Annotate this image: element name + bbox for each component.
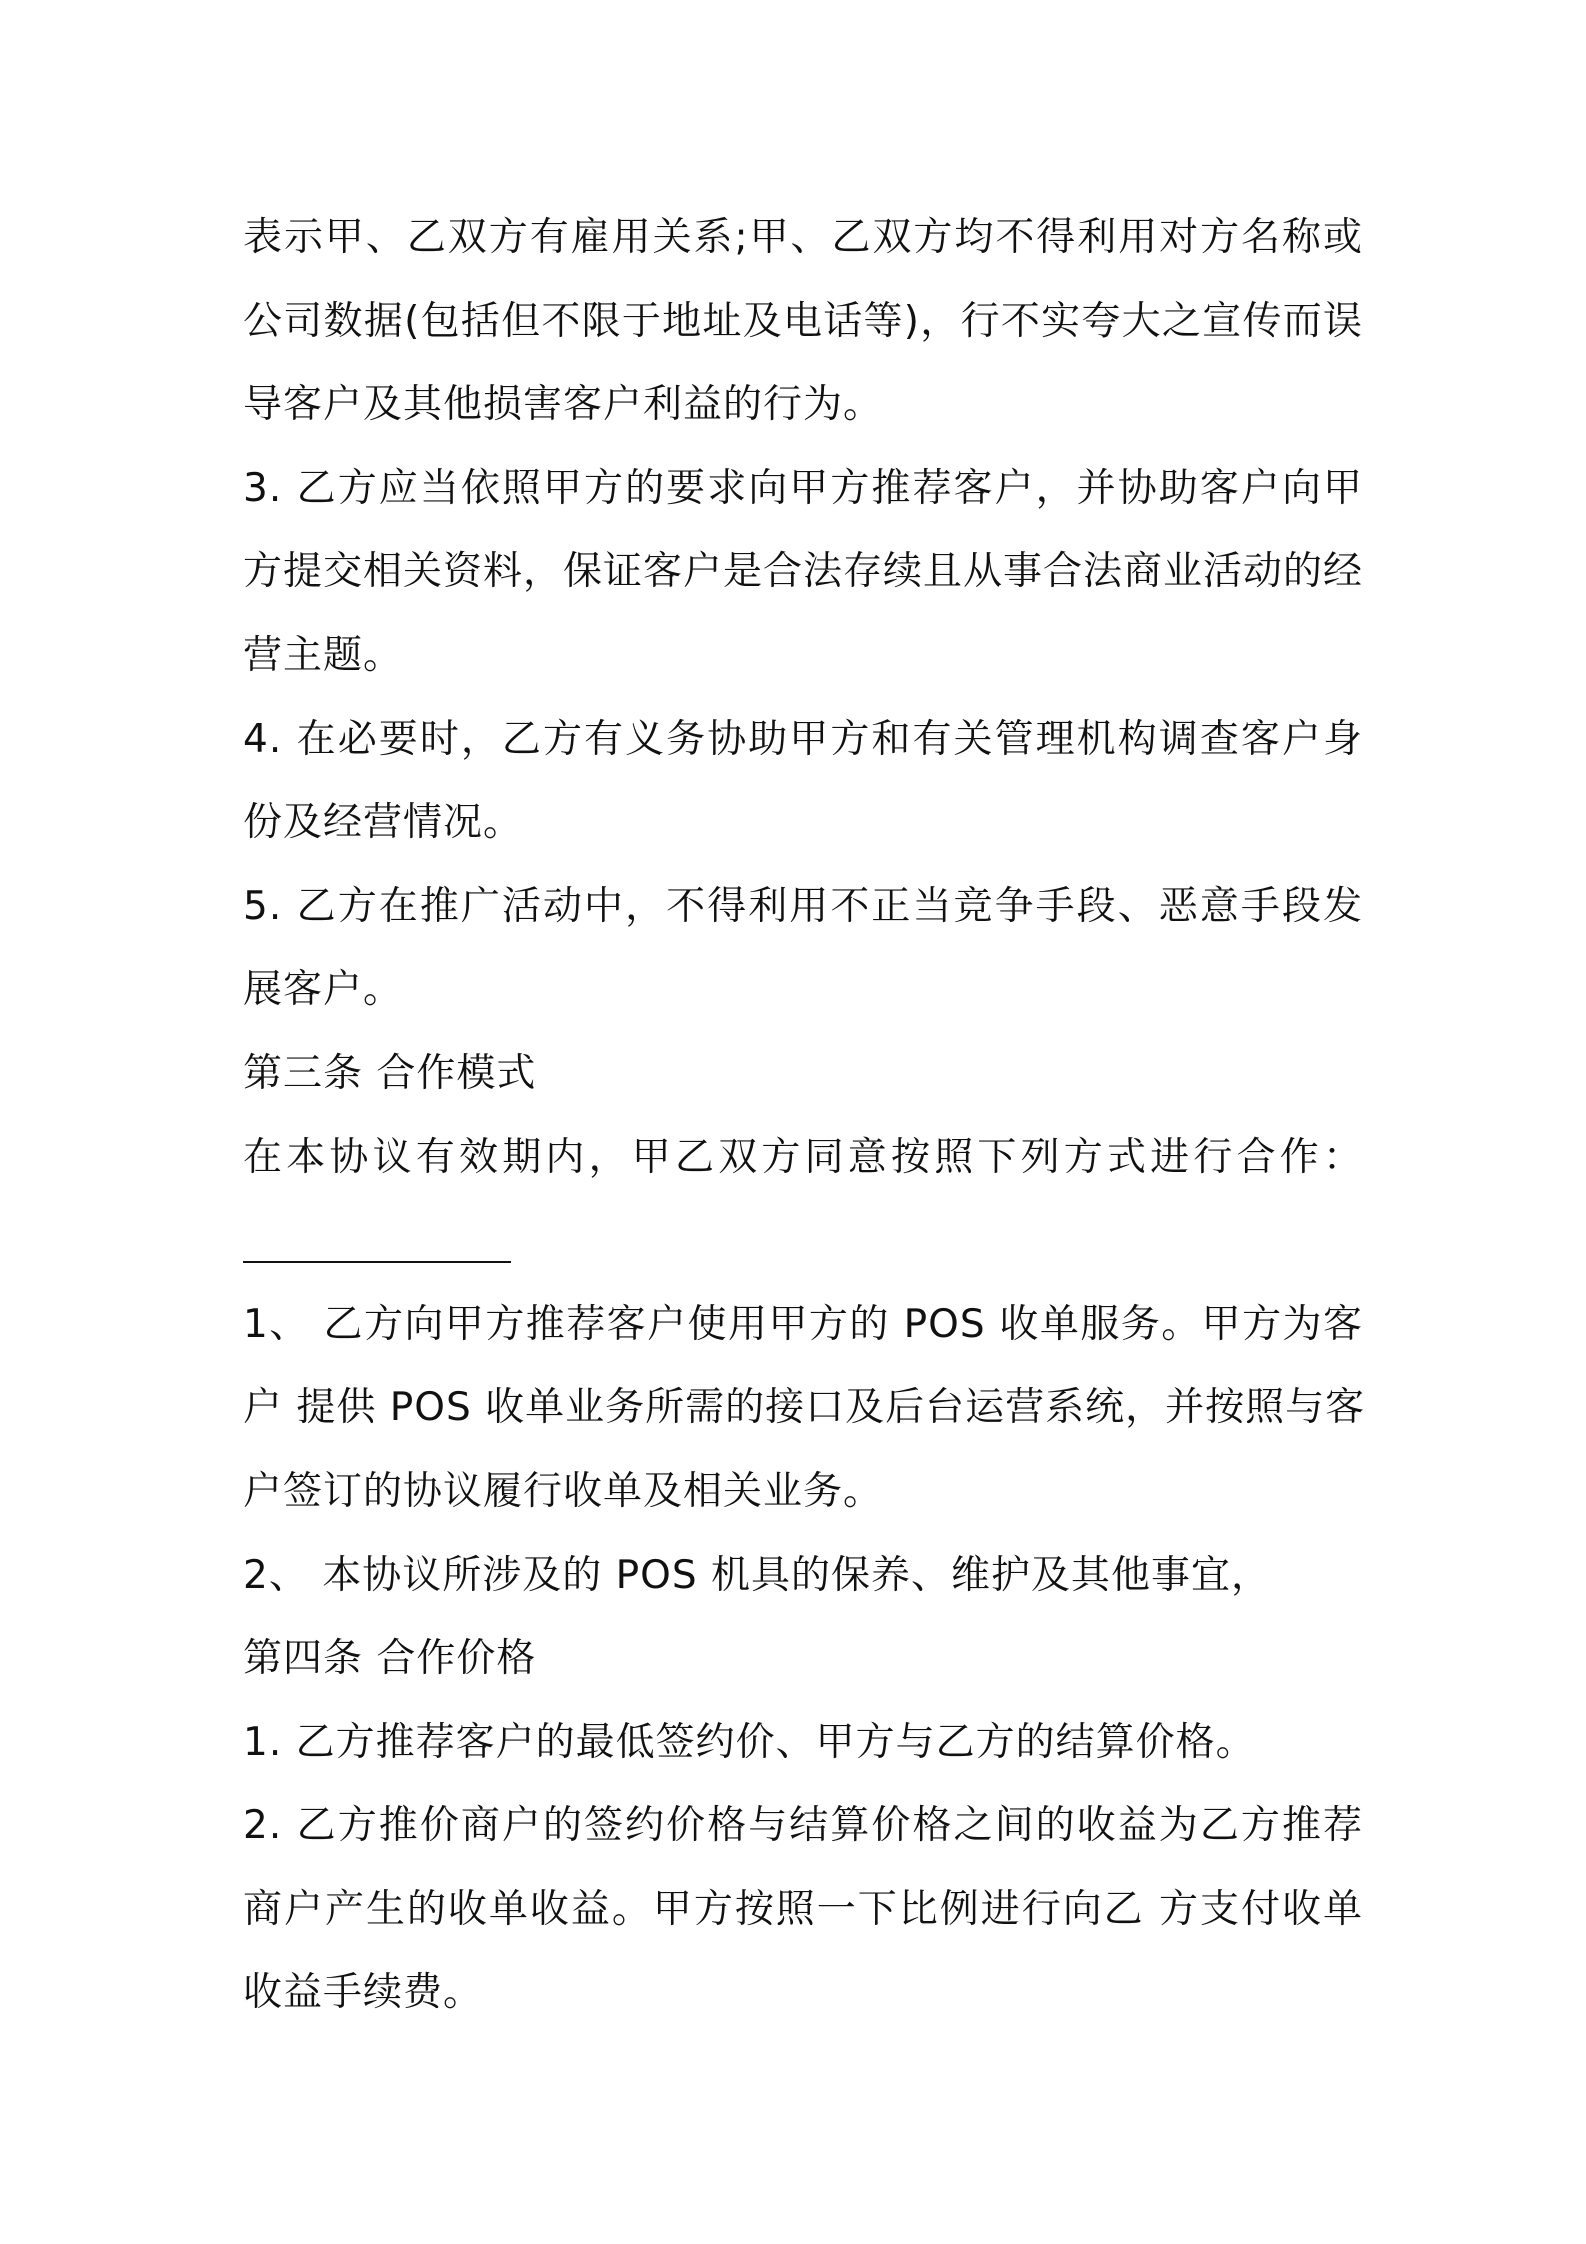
price-1-line: 1. 乙方推荐客户的最低签约价、甲方与乙方的结算价格。 bbox=[243, 1719, 1256, 1765]
text-line: 商户产生的收单收益。甲方按照一下比例进行向乙 方支付收单 bbox=[243, 1886, 1363, 1932]
text-line: 户签订的协议履行收单及相关业务。 bbox=[243, 1468, 884, 1514]
text-line: 在本协议有效期内，甲乙双方同意按照下列方式进行合作： bbox=[243, 1134, 1363, 1180]
text-line: 导客户及其他损害客户利益的行为。 bbox=[243, 382, 884, 428]
document-body bbox=[243, 196, 1366, 2035]
clause-4-line: 4. 在必要时，乙方有义务协助甲方和有关管理机构调查客户身 bbox=[243, 716, 1363, 762]
text-line: 份及经营情况。 bbox=[243, 800, 524, 846]
text-line: 方提交相关资料，保证客户是合法存续且从事合法商业活动的经 bbox=[243, 549, 1364, 595]
text-line: 户 提供 POS 收单业务所需的接口及后台运营系统，并按照与客 bbox=[243, 1385, 1366, 1431]
clause-5-line: 5. 乙方在推广活动中，不得利用不正当竞争手段、恶意手段发 bbox=[243, 883, 1363, 929]
price-2-line: 2. 乙方推价商户的签约价格与结算价格之间的收益为乙方推荐 bbox=[243, 1803, 1363, 1849]
section-heading-article-3: 第三条 合作模式 bbox=[243, 1050, 537, 1096]
mode-1-line: 1、 乙方向甲方推荐客户使用甲方的 POS 收单服务。甲方为客 bbox=[243, 1301, 1363, 1347]
fill-in-blank bbox=[243, 1199, 1363, 1283]
text-line: 收益手续费。 bbox=[243, 1970, 484, 2016]
text-line: 营主题。 bbox=[243, 632, 404, 678]
clause-3-line: 3. 乙方应当依照甲方的要求向甲方推荐客户，并协助客户向甲 bbox=[243, 465, 1363, 511]
text-line: 展客户。 bbox=[243, 967, 404, 1013]
blank-underline bbox=[243, 1261, 511, 1263]
text-line: 公司数据(包括但不限于地址及电话等)，行不实夸大之宣传而误 bbox=[243, 298, 1363, 344]
mode-2-line: 2、 本协议所涉及的 POS 机具的保养、维护及其他事宜， bbox=[243, 1552, 1271, 1598]
section-heading-article-4: 第四条 合作价格 bbox=[243, 1636, 537, 1682]
text-line: 表示甲、乙双方有雇用关系;甲、乙双方均不得利用对方名称或 bbox=[243, 215, 1363, 260]
